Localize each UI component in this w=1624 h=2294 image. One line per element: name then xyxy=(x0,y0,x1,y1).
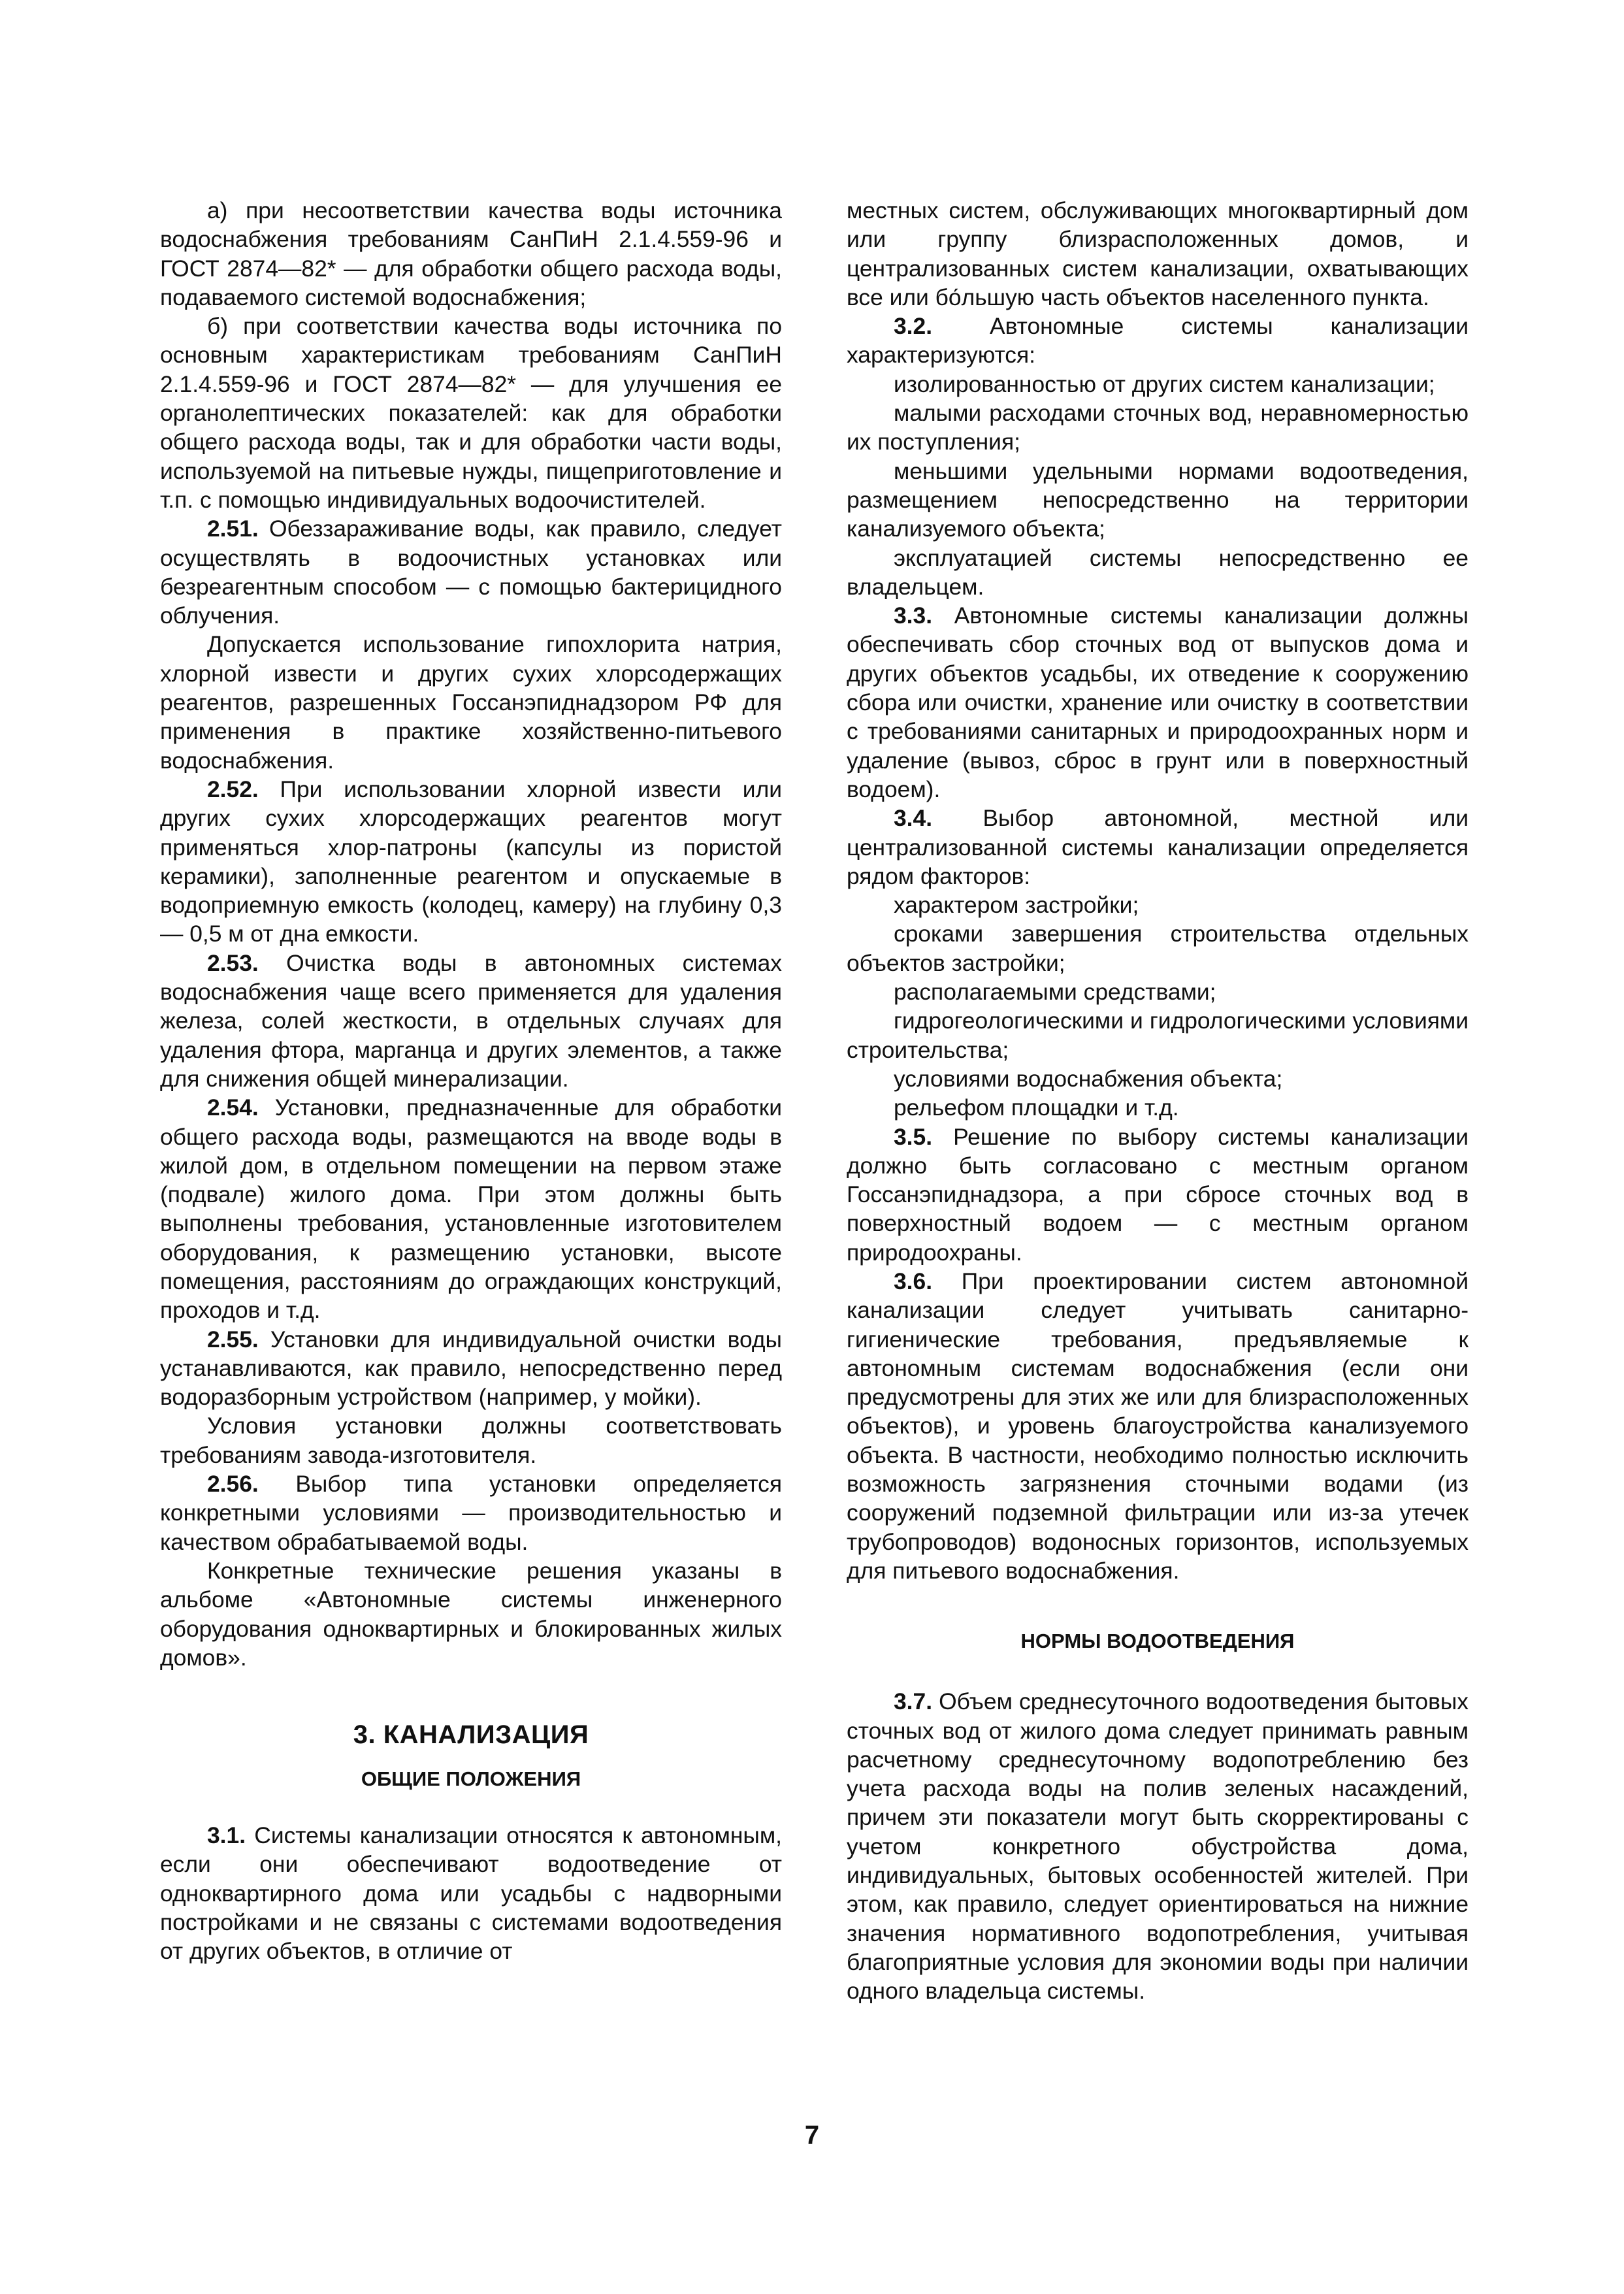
clause-text: Обеззараживание воды, как правило, следует осуществлять в водоочистных установках или безреагентным способом — с помощью бактерицидного облучения. xyxy=(160,516,783,629)
clause-text: Очистка воды в автономных системах водоснабжения чаще всего применяется для удаления железа, солей жесткости, в отдельных случаях для удаления фтора, марганца и других элементов, а также для снижения общей минерализации. xyxy=(160,949,782,1092)
section-title: 3. КАНАЛИЗАЦИЯ xyxy=(353,1720,589,1750)
clause-text: При проектировании систем автономной канализации следует учитывать санитарно-гигиенические требования, предъявляемые к автономным системам водоснабжения (если они предусмотрены для этих же или для близрасположенных объектов), и уровень благоустройства канализуемого объекта. В частности, необходимо полностью исключить возможность загрязнения сточными водами (из сооружений подземной фильтрации или из-за утечек трубопроводов) водоносных горизонтов, используемых для питьевого водоснабжения. xyxy=(847,1268,1469,1584)
clause-text: Решение по выбору системы канализации должно быть согласовано с местным органом Госсанэпиднадзора, а при сбросе сточных вод в поверхностный водоем — с местным органом природоохраны. xyxy=(847,1123,1469,1266)
clause-text: Выбор автономной, местной или централизованной системы канализации определяется рядом факторов: xyxy=(847,805,1469,889)
right-column xyxy=(847,196,1469,2006)
clause-number: 2.55. xyxy=(207,1326,259,1352)
paragraph xyxy=(160,1469,782,1556)
paragraph: а) при несоответствии качества воды источника водоснабжения требованиям СанПиН 2.1.4.559-96 и ГОСТ 2874—82* — для обработки общего расхода воды, подаваемого системой водоснабжения; xyxy=(160,197,782,310)
clause-number: 2.51. xyxy=(207,516,259,542)
clause-text: Объем среднесуточного водоотведения бытовых сточных вод от жилого дома следует принимать равным расчетному среднесуточному водопотреблению без учета расхода воды на полив зеленых насаждений, причем эти показатели могут быть скорректированы с учетом конкретного обустройства дома, индивидуальных, бытовых особенностей жителей. При этом, как правило, следует ориентироваться на нижние значения нормативного водопотребления, учитывая благоприятные условия для экономии воды при наличии одного владельца системы. xyxy=(847,1688,1469,2005)
list-item: эксплуатацией системы непосредственно ее владельцем. xyxy=(847,544,1469,600)
clause-number: 3.5. xyxy=(894,1123,933,1150)
clause-number: 3.3. xyxy=(894,602,933,629)
paragraph: Конкретные технические решения указаны в альбоме «Автономные системы инженерного оборудования одноквартирных и блокированных жилых домов». xyxy=(160,1557,782,1671)
clause-number: 2.53. xyxy=(207,949,259,976)
paragraph: б) при соответствии качества воды источника по основным характеристикам требованиям СанПиН 2.1.4.559-96 и ГОСТ 2874—82* — для улучшения ее органолептических показателей: как для обработки общего расхода воды, так и для обработки части воды, используемой на питьевые нужды, пищеприготовление и т.п. с помощью индивидуальных водоочистителей. xyxy=(160,313,782,513)
clause-number: 2.54. xyxy=(207,1094,259,1121)
paragraph xyxy=(847,804,1469,891)
page-number: 7 xyxy=(804,2121,820,2150)
clause-text: Установки, предназначенные для обработки общего расхода воды, размещаются на вводе воды в жилой дом, в отдельном помещении на первом этаже (подвале) жилого дома. При этом должны быть выполнены требования, установленные изготовителем оборудования, к размещению установки, высоте помещения, расстояниям до ограждающих конструкций, проходов и т.д. xyxy=(160,1094,782,1324)
clause-text: При использовании хлорной извести или других сухих хлорсодержащих реагентов могут применяться хлор-патроны (капсулы из пористой керамики), заполненные реагентом и опускаемые в водоприемную емкость (колодец, камеру) на глубину 0,3 — 0,5 м от дна емкости. xyxy=(160,776,782,947)
clause-number: 3.4. xyxy=(894,805,933,832)
paragraph xyxy=(847,1687,1469,2005)
list-item: сроками завершения строительства отдельных объектов застройки; xyxy=(847,921,1469,976)
list-item: располагаемыми средствами; xyxy=(894,979,1216,1006)
paragraph xyxy=(847,312,1469,370)
list-item: условиями водоснабжения объекта; xyxy=(894,1065,1283,1092)
list-item: меньшими удельными нормами водоотведения, размещением непосредственно на территории канализуемого объекта; xyxy=(847,457,1469,542)
paragraph xyxy=(847,1122,1469,1267)
clause-number: 3.2. xyxy=(894,313,933,340)
clause-number: 3.1. xyxy=(207,1822,246,1849)
list-item: рельефом площадки и т.д. xyxy=(894,1094,1179,1121)
list-item: гидрогеологическими и гидрологическими условиями строительства; xyxy=(847,1008,1469,1063)
clause-text: Автономные системы канализации должны обеспечивать сбор сточных вод от выпусков дома и других объектов усадьбы, их отведение к сооружению сбора или очистки, хранение или очистку в соответствии с требованиями санитарных и природоохранных норм и удаление (вывоз, сброс в грунт или в поверхностный водоем). xyxy=(847,602,1469,802)
paragraph xyxy=(847,1267,1469,1585)
left-column xyxy=(160,196,782,1966)
subsection-title: НОРМЫ ВОДООТВЕДЕНИЯ xyxy=(1020,1630,1295,1653)
paragraph xyxy=(847,601,1469,804)
paragraph: Условия установки должны соответствовать требованиям завода-изготовителя. xyxy=(160,1413,782,1468)
clause-text: Системы канализации относятся к автономным, если они обеспечивают водоотведение от одноквартирного дома или усадьбы с надворными постройками и не связаны с системами водоотведения от других объектов, в отличие от xyxy=(160,1822,782,1965)
clause-number: 2.52. xyxy=(207,776,259,802)
clause-text: Установки для индивидуальной очистки воды устанавливаются, как правило, непосредственно перед водоразборным устройством (например, у мойки). xyxy=(160,1326,782,1411)
clause-number: 3.6. xyxy=(894,1268,933,1294)
paragraph xyxy=(160,1325,782,1412)
subsection-title: ОБЩИЕ ПОЛОЖЕНИЯ xyxy=(361,1767,581,1791)
clause-text: Автономные системы канализации характеризуются: xyxy=(847,313,1469,369)
clause-text: Выбор типа установки определяется конкретными условиями — производительностью и качеством обрабатываемой воды. xyxy=(160,1471,782,1555)
paragraph xyxy=(160,949,782,1093)
list-item: изолированностью от других систем канализации; xyxy=(894,370,1435,397)
clause-number: 3.7. xyxy=(894,1688,933,1715)
paragraph: Допускается использование гипохлорита натрия, хлорной извести и других сухих хлорсодержащих реагентов, разрешенных Госсанэпиднадзором РФ для применения в практике хозяйственно-питьевого водоснабжения. xyxy=(160,631,782,774)
paragraph xyxy=(160,775,782,949)
list-item: характером застройки; xyxy=(894,892,1139,919)
paragraph xyxy=(160,1093,782,1324)
list-item: малыми расходами сточных вод, неравномерностью их поступления; xyxy=(847,400,1469,455)
paragraph: местных систем, обслуживающих многоквартирный дом или группу близрасположенных домов, и централизованных систем канализации, охватывающих все или бо́льшую часть объектов населенного пункта. xyxy=(847,197,1469,310)
paragraph xyxy=(160,514,782,630)
clause-number: 2.56. xyxy=(207,1471,259,1498)
paragraph xyxy=(160,1821,782,1965)
